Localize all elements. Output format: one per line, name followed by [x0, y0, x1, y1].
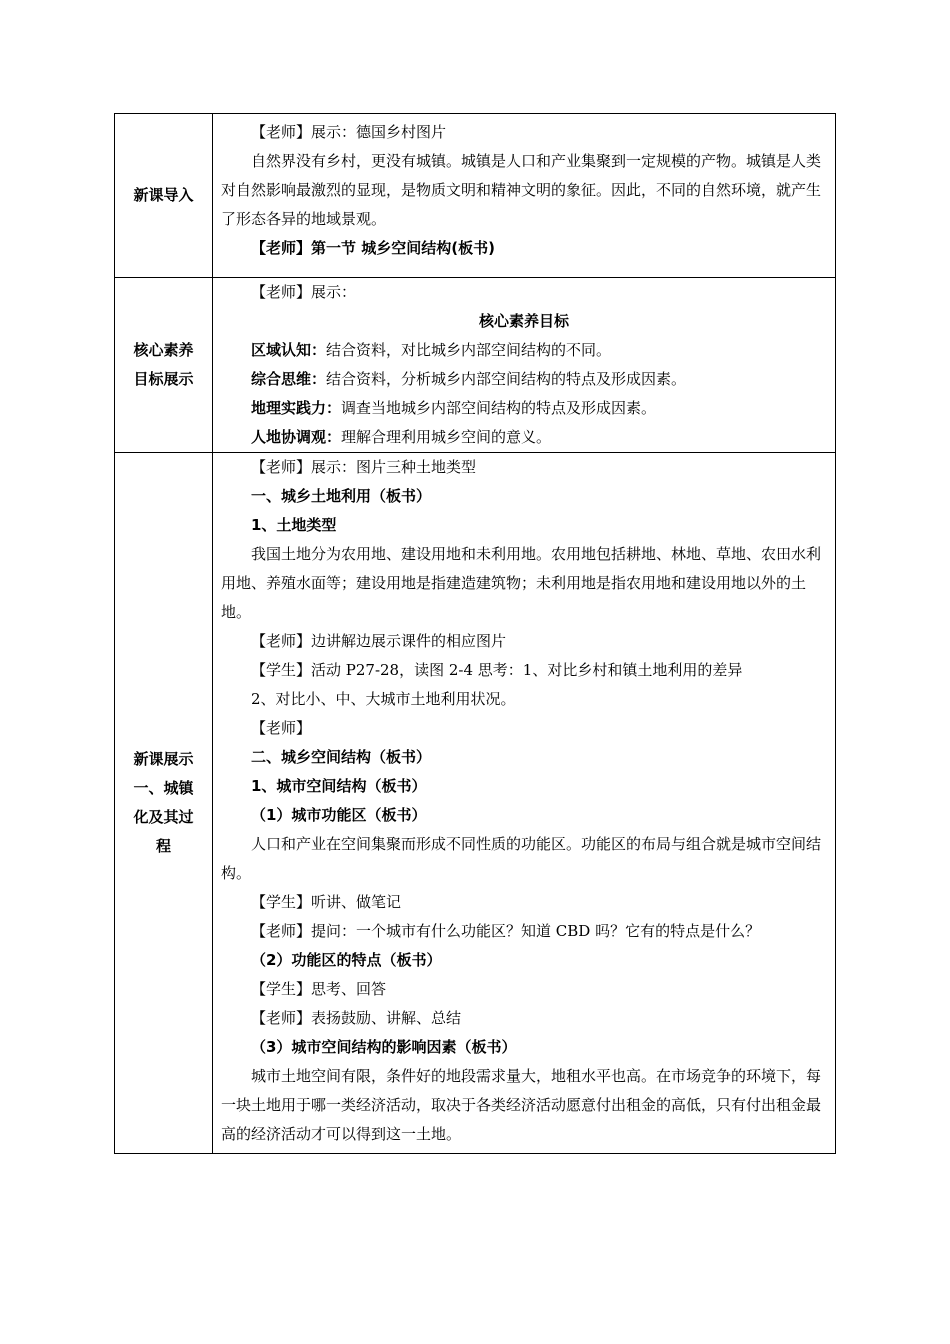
- section-title: 【老师】第一节 城乡空间结构(板书): [251, 239, 495, 257]
- section-title: （2）功能区的特点（板书）: [251, 951, 442, 969]
- paragraph: 【学生】思考、回答: [251, 980, 387, 998]
- section-title: 一、城乡土地利用（板书）: [251, 487, 432, 505]
- goal-value: 理解合理利用城乡空间的意义。: [341, 428, 552, 446]
- label-line: 程: [155, 837, 171, 855]
- goal-key: 区域认知：: [251, 341, 327, 359]
- goals-heading: 核心素养目标: [478, 312, 569, 330]
- paragraph: 【老师】展示：图片三种土地类型: [251, 458, 477, 476]
- row-label: 新课导入: [115, 114, 213, 278]
- label-line: 核心素养: [133, 341, 194, 359]
- paragraph: 我国土地分为农用地、建设用地和未利用地。农用地包括耕地、林地、草地、农田水利用地、养殖水面等；建设用地是指建造建筑物；未利用地是指农用地和建设用地以外的土地。: [221, 545, 822, 621]
- label-line: 目标展示: [133, 370, 194, 388]
- paragraph: 自然界没有乡村，更没有城镇。城镇是人口和产业集聚到一定规模的产物。城镇是人类对自然影响最激烈的显现，是物质文明和精神文明的象征。因此，不同的自然环境，就产生了形态各异的地域景观。: [221, 152, 822, 228]
- row-label: [115, 453, 213, 1154]
- paragraph: 【老师】: [251, 719, 312, 737]
- goal-item: [221, 423, 827, 452]
- section-title: （3）城市空间结构的影响因素（板书）: [251, 1038, 517, 1056]
- paragraph: 【学生】听讲、做笔记: [251, 893, 402, 911]
- paragraph: 【老师】展示：德国乡村图片: [251, 123, 447, 141]
- paragraph: 【学生】活动 P27-28，读图 2-4 思考：1、对比乡村和镇土地利用的差异: [251, 661, 743, 679]
- paragraph: 【老师】表扬鼓励、讲解、总结: [251, 1009, 462, 1027]
- goal-value: 调查当地城乡内部空间结构的特点及形成因素。: [341, 399, 657, 417]
- row-label: [115, 278, 213, 453]
- table-row: [115, 278, 836, 453]
- label-line: 化及其过: [133, 808, 194, 826]
- goal-key: 地理实践力：: [251, 399, 342, 417]
- paragraph: 【老师】边讲解边展示课件的相应图片: [251, 632, 507, 650]
- row-content: [213, 453, 836, 1154]
- section-title: 1、土地类型: [251, 516, 337, 534]
- paragraph: 城市土地空间有限，条件好的地段需求量大，地租水平也高。在市场竞争的环境下，每一块土地用于哪一类经济活动，取决于各类经济活动愿意付出租金的高低，只有付出租金最高的经济活动才可以得到这一土地。: [221, 1067, 822, 1143]
- paragraph: 人口和产业在空间集聚而形成不同性质的功能区。功能区的布局与组合就是城市空间结构。: [221, 835, 822, 882]
- row-content: [213, 114, 836, 278]
- goal-key: 综合思维：: [251, 370, 327, 388]
- paragraph: 【老师】展示：: [251, 283, 357, 301]
- goal-item: [221, 336, 827, 365]
- goal-value: 结合资料，对比城乡内部空间结构的不同。: [326, 341, 612, 359]
- label-line: 一、城镇: [133, 779, 194, 797]
- section-title: （1）城市功能区（板书）: [251, 806, 427, 824]
- goal-value: 结合资料，分析城乡内部空间结构的特点及形成因素。: [326, 370, 687, 388]
- lesson-plan-table: [114, 113, 836, 1154]
- section-title: 1、城市空间结构（板书）: [251, 777, 427, 795]
- section-title: 二、城乡空间结构（板书）: [251, 748, 432, 766]
- goal-item: [221, 365, 827, 394]
- paragraph: 2、对比小、中、大城市土地利用状况。: [251, 690, 516, 708]
- table-row: [115, 114, 836, 278]
- goal-item: [221, 394, 827, 423]
- label-line: 新课展示: [133, 750, 194, 768]
- goal-key: 人地协调观：: [251, 428, 342, 446]
- paragraph: 【老师】提问：一个城市有什么功能区？知道 CBD 吗？它有的特点是什么？: [251, 922, 761, 940]
- row-content: [213, 278, 836, 453]
- table-row: [115, 453, 836, 1154]
